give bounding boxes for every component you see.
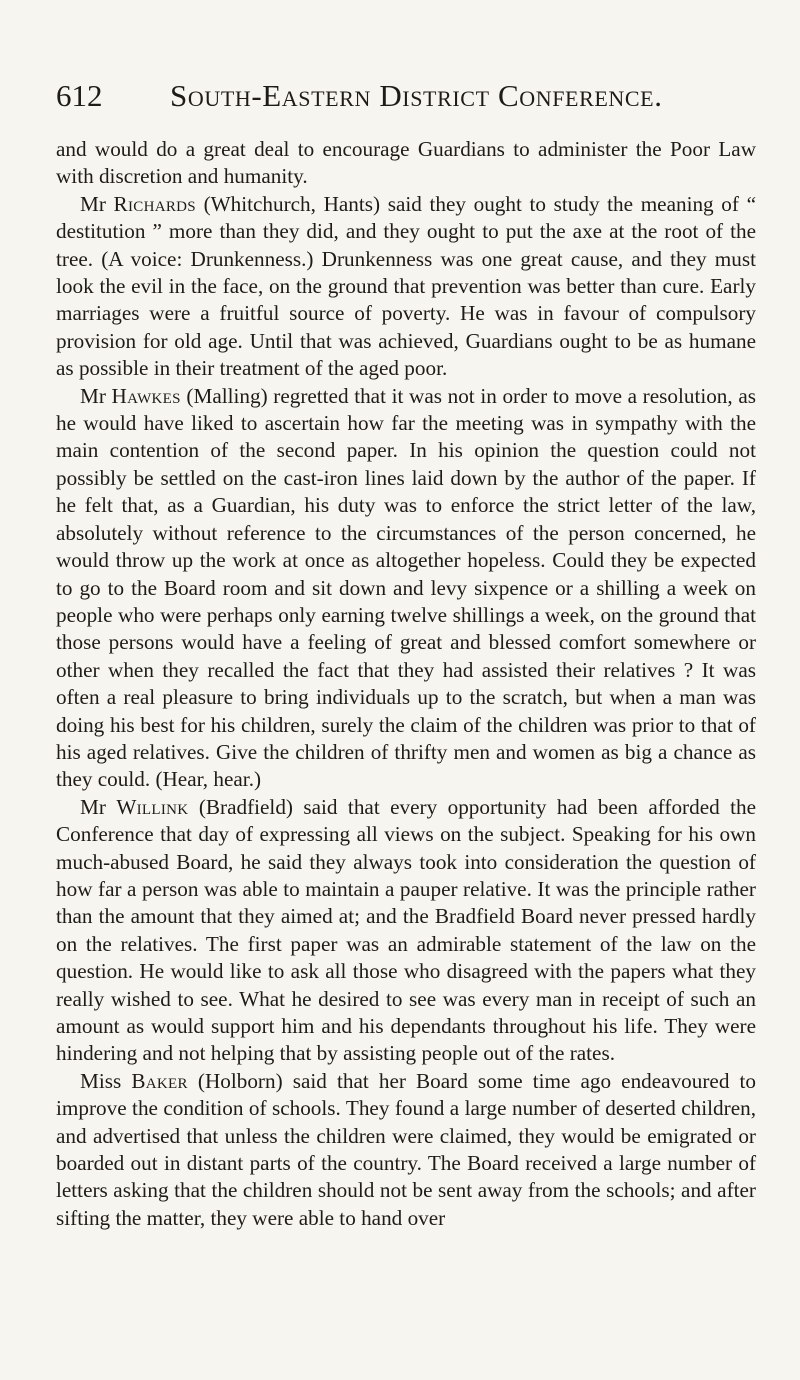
paragraph-text: (Malling) regretted that it was not in order to move a resolution, as he would have liked to ascertain how far the meeting was in sympathy with the main contention of the second paper. In his opinion the question could not possibly be settled on the cast-iron lines laid down by the author of the paper. If he felt that, as a Guardian, his duty was to enforce the strict letter of the law, absolutely without reference to the circumstances of the person concerned, he would throw up the work at once as altogether hopeless. Could they be expected to go to the Board room and sit down and levy sixpence or a shilling a week on people who were perhaps only earning twelve shillings a week, on the ground that those persons would have a feeling of great and blessed comfort somewhere or other when they recalled the fact that they had assisted their relatives ? It was often a real pleasure to bring individuals up to the scratch, but when a man was doing his best for his children, surely the claim of the children was prior to that of his aged relatives. Give the children of thrifty men and women as big a chance as they could. (Hear, hear.) — [56, 383, 756, 792]
body-text — [56, 136, 756, 1232]
running-title: South-Eastern District Conference. — [170, 78, 663, 113]
paragraph-text: (Whitchurch, Hants) said they ought to study the meaning of “ destitution ” more than they did, and they ought to put the axe at the root of the tree. (A voice: Drunkenness.) Drunkenness was one great cause, and they must look the evil in the face, on the ground that prevention was better than cure. Early marriages were a fruitful source of poverty. He was in favour of compulsory provision for old age. Until that was achieved, Guardians ought to be as humane as possible in their treatment of the aged poor. — [56, 191, 756, 381]
speaker-name: Willink — [116, 794, 189, 819]
speaker-name: Hawkes — [111, 383, 181, 408]
paragraph-text: and would do a great deal to encourage Guardians to administer the Poor Law with discretion and humanity. — [56, 137, 756, 189]
paragraph-continuation — [56, 136, 756, 191]
speaker-name: Baker — [131, 1068, 188, 1093]
paragraph-text: (Holborn) said that her Board some time ago endeavoured to improve the condition of schools. They found a large number of deserted children, and advertised that unless the children were claimed, they would be emigrated or boarded out in distant parts of the country. The Board received a large number of letters asking that the children should not be sent away from the schools; and after sifting the matter, they were able to hand over — [56, 1068, 756, 1230]
paragraph-willink — [56, 794, 756, 1068]
paragraph-text: (Bradfield) said that every opportunity had been afforded the Conference that day of expressing all views on the subject. Speaking for his own much-abused Board, he said they always took into consideration the question of how far a person was able to maintain a pauper relative. It was the principle rather than the amount that they aimed at; and the Bradfield Board never pressed hardly on the relatives. The first paper was an admirable statement of the law on the question. He would like to ask all those who disagreed with the papers what they really wished to see. What he desired to see was every man in receipt of such an amount as would support him and his dependants throughout his life. They were hindering and not helping that by assisting people out of the rates. — [56, 794, 756, 1066]
paragraph-richards — [56, 191, 756, 383]
speaker-title: Mr — [80, 794, 117, 819]
paragraph-baker — [56, 1068, 756, 1232]
page — [56, 78, 756, 1232]
paragraph-hawkes — [56, 383, 756, 794]
page-number: 612 — [56, 78, 103, 113]
running-head — [56, 78, 756, 128]
speaker-name: Richards — [113, 191, 196, 216]
speaker-title: Mr — [80, 383, 112, 408]
speaker-title: Mr — [80, 191, 114, 216]
speaker-title: Miss — [80, 1068, 132, 1093]
